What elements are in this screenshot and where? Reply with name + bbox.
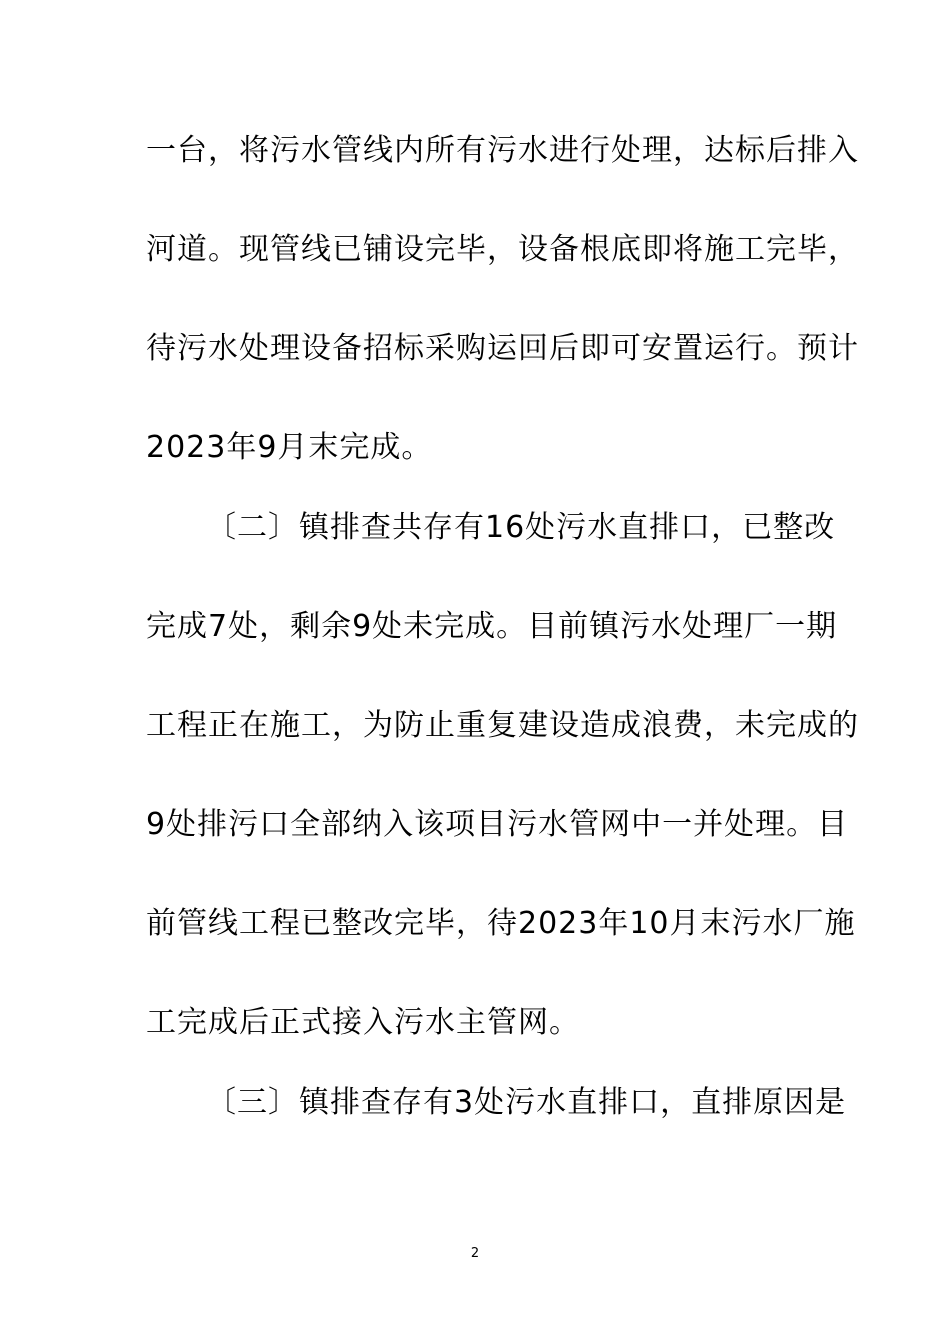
- text-line-2: 河道。现管线已铺设完毕，设备根底即将施工完毕，: [146, 232, 859, 267]
- paragraph-3-start: 〔三〕镇排查存有3处污水直排口，直排原因是: [206, 1085, 847, 1120]
- paragraph-2-start: 〔二〕镇排查共存有16处污水直排口，已整改: [206, 510, 836, 545]
- text-line-8: 9处排污口全部纳入该项目污水管网中一并处理。目: [146, 807, 849, 842]
- text-line-1: 一台，将污水管线内所有污水进行处理，达标后排入: [146, 133, 859, 168]
- text-line-3: 待污水处理设备招标采购运回后即可安置运行。预计: [146, 331, 859, 366]
- text-line-9: 前管线工程已整改完毕，待2023年10月末污水厂施: [146, 906, 856, 941]
- text-line-4: 2023年9月末完成。: [146, 430, 433, 465]
- text-line-7: 工程正在施工，为防止重复建设造成浪费，未完成的: [146, 708, 859, 743]
- text-line-6: 完成7处，剩余9处未完成。目前镇污水处理厂一期: [146, 609, 838, 644]
- text-line-10: 工完成后正式接入污水主管网。: [146, 1005, 580, 1040]
- page-number: 2: [470, 1246, 480, 1261]
